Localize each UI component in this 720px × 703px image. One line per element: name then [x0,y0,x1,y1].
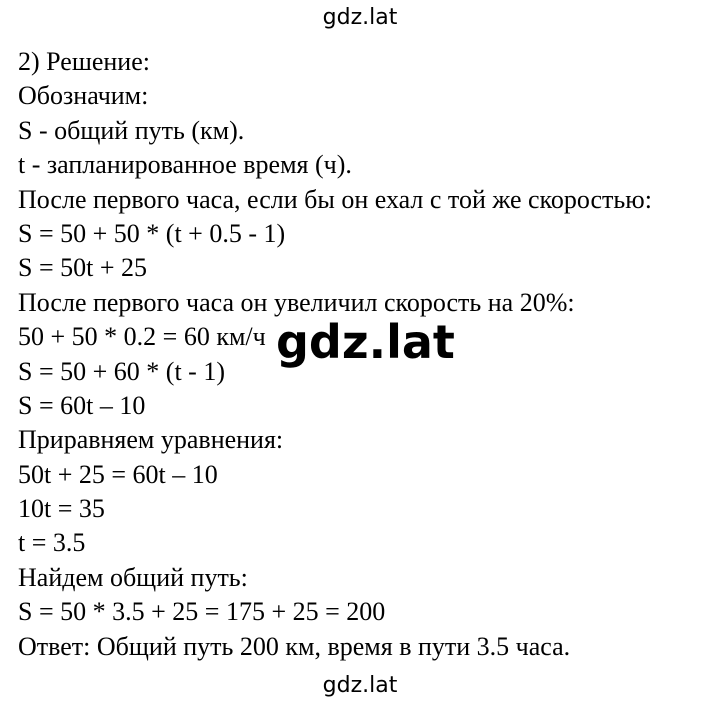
watermark-bottom: gdz.lat [322,673,398,698]
watermark-top: gdz.lat [322,5,398,30]
solution-line: S = 50 * 3.5 + 25 = 175 + 25 = 200 [18,597,386,627]
solution-line: 50t + 25 = 60t – 10 [18,459,218,489]
solution-line: 10t = 35 [18,494,105,524]
solution-line: S = 50t + 25 [18,253,148,283]
solution-line: S = 50 + 50 * (t + 0.5 - 1) [18,218,286,248]
solution-line: Найдем общий путь: [18,562,248,592]
solution-line: t = 3.5 [18,528,86,558]
solution-line: S - общий путь (км). [18,115,245,145]
solution-line: После первого часа он увеличил скорость на 20%: [18,287,575,317]
solution-line: S = 50 + 60 * (t - 1) [18,356,225,386]
watermark-center: gdz.lat [276,315,455,369]
solution-line: 2) Решение: [18,47,150,76]
solution-line: Обозначим: [18,81,149,111]
solution-line: После первого часа, если бы он ехал с той же скоростью: [18,184,652,214]
solution-line: S = 60t – 10 [18,390,146,420]
solution-line: 50 + 50 * 0.2 = 60 км/ч [18,322,266,352]
solution-line: Приравняем уравнения: [18,425,284,455]
solution-line: t - запланированное время (ч). [18,150,352,180]
solution-line: Ответ: Общий путь 200 км, время в пути 3.5 часа. [18,631,571,661]
